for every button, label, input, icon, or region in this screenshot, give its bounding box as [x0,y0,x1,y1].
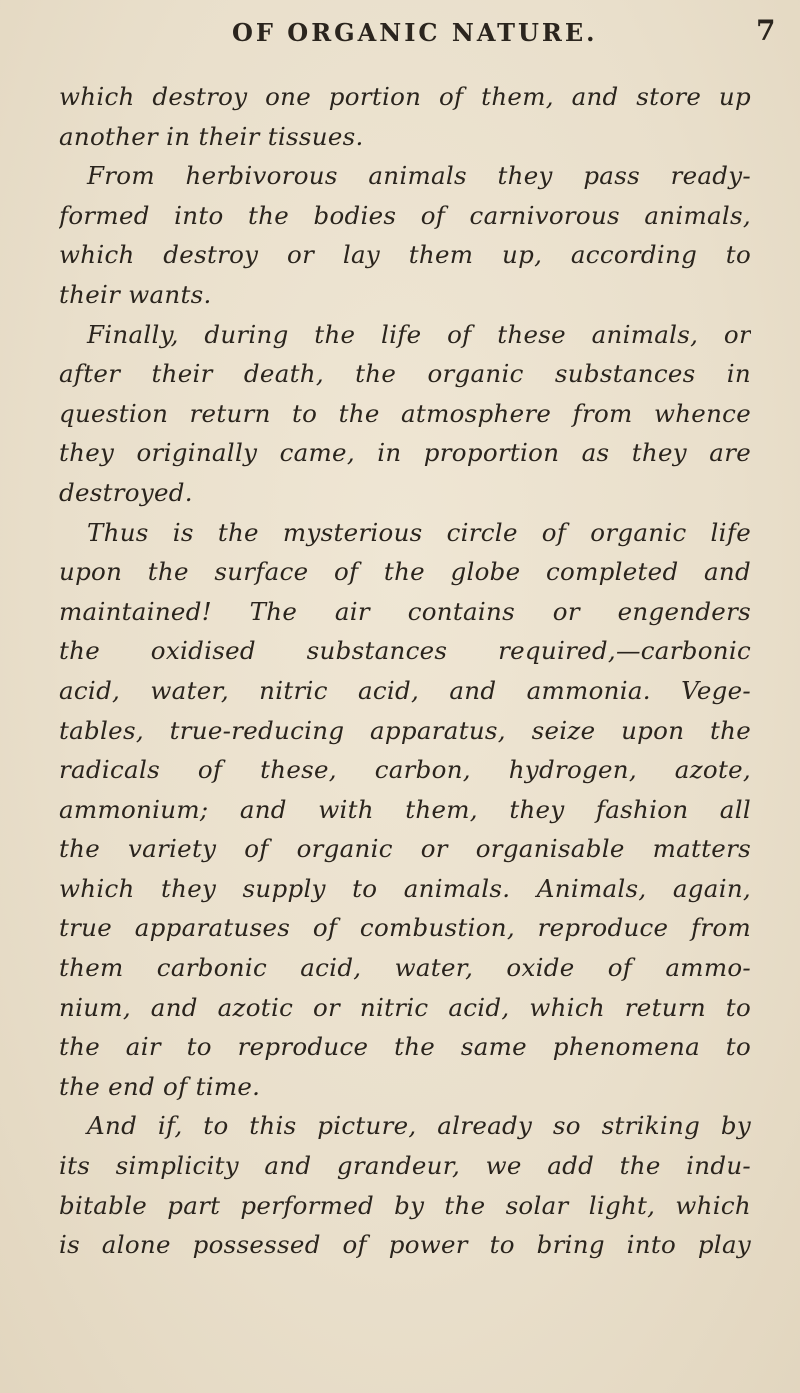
text-line: is alone possessed of power to bring into play [59,1230,751,1260]
text-line: bitable part performed by the solar light, which [59,1190,751,1220]
text-line: acid, water, nitric acid, and ammonia. Vege- [59,675,751,705]
text-line: From herbivorous animals they pass ready- [87,161,751,191]
text-line: the end of time. [59,1071,261,1101]
text-line: formed into the bodies of carnivorous animals, [59,200,751,230]
text-line: radicals of these, carbon, hydrogen, azote, [59,755,751,785]
body-text [59,77,751,1265]
text-line: maintained! The air contains or engenders [59,596,751,626]
text-line: destroyed. [59,477,193,507]
text-line: them carbonic acid, water, oxide of ammo- [59,953,751,983]
text-line: upon the surface of the globe completed and [59,557,751,587]
text-line: which destroy one portion of them, and store up [59,82,751,111]
text-line: after their death, the organic substances in [59,359,751,389]
text-line: And if, to this picture, already so striking by [87,1111,751,1141]
text-line: true apparatuses of combustion, reproduce from [59,913,751,943]
text-line: they originally came, in proportion as they are [59,438,751,468]
text-line: the air to reproduce the same phenomena to [59,1032,751,1062]
text-line: question return to the atmosphere from whence [59,398,751,428]
text-line: the variety of organic or organisable matters [59,834,751,864]
text-line: another in their tissues. [59,121,364,151]
text-line: tables, true-reducing apparatus, seize upon the [59,715,751,745]
text-line: its simplicity and grandeur, we add the indu- [59,1151,751,1181]
text-line: which they supply to animals. Animals, again, [59,873,751,903]
text-line: which destroy or lay them up, according to [59,240,751,270]
text-line: Thus is the mysterious circle of organic life [87,517,751,547]
page-number: 7 [756,14,776,47]
running-head-title: OF ORGANIC NATURE. [232,18,598,47]
text-line: the oxidised substances required,—carbonic [59,636,751,666]
text-line: their wants. [59,279,212,309]
text-line: nium, and azotic or nitric acid, which return to [59,992,751,1022]
text-line: Finally, during the life of these animals, or [87,319,751,349]
text-line: ammonium; and with them, they fashion all [59,794,751,824]
